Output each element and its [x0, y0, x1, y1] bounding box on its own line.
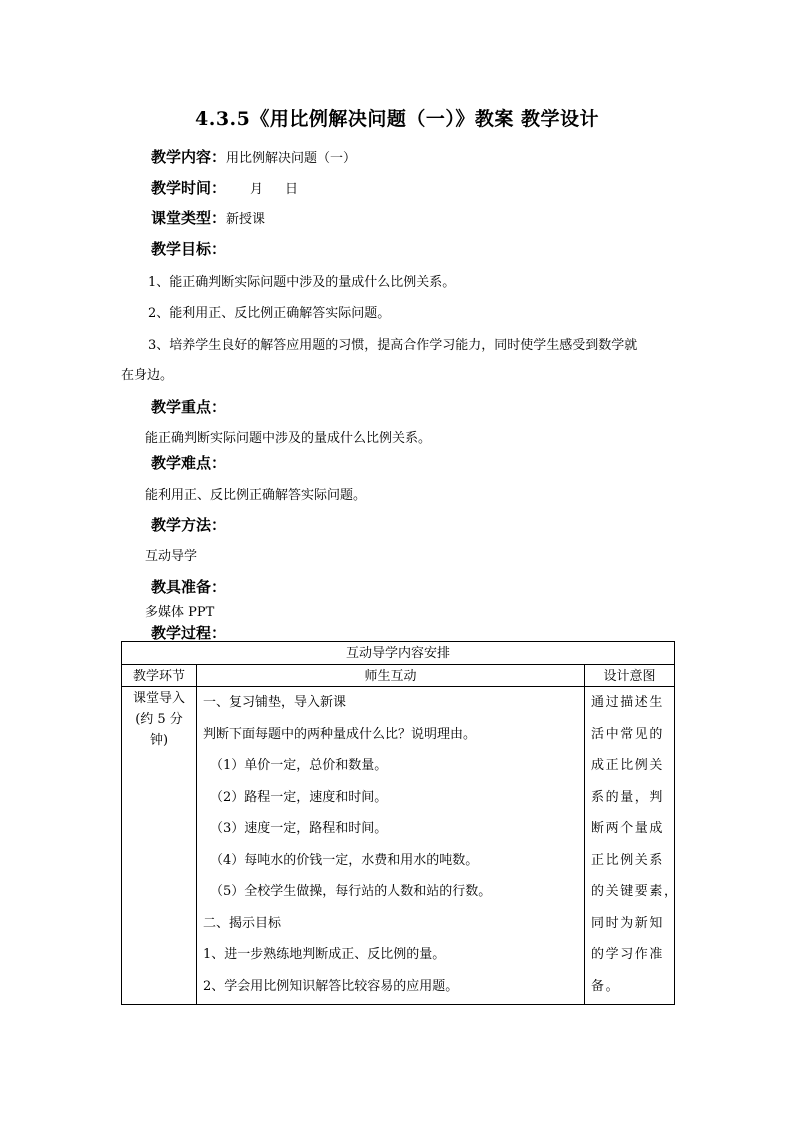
- interaction-line: 一、复习铺垫，导入新课: [203, 695, 347, 710]
- header-stage: 教学环节: [122, 665, 197, 687]
- tools-label: 教具准备：: [151, 578, 227, 596]
- process-table: [121, 641, 679, 1005]
- table-row: [122, 687, 675, 1005]
- intent-line: 备。: [591, 978, 621, 994]
- content-row: [151, 146, 356, 167]
- interaction-line: （1）单价一定，总价和数量。: [210, 758, 388, 773]
- time-day: 日: [285, 182, 299, 197]
- table-header-row: [122, 665, 675, 687]
- intent-line: 正比例关系: [591, 852, 665, 868]
- intent-line: 断两个量成: [591, 821, 665, 836]
- content-value: 用比例解决问题（一）: [226, 151, 357, 166]
- intent-line: 同时为新知: [591, 915, 665, 931]
- intent-line: 通过描述生: [591, 695, 665, 710]
- type-label: 课堂类型：: [151, 209, 227, 227]
- header-interaction: 师生互动: [197, 665, 585, 687]
- intent-line: 成正比例关: [591, 758, 665, 773]
- table-caption: 互动导学内容安排: [122, 642, 675, 665]
- method-value: 互动导学: [145, 549, 198, 564]
- method-label: 教学方法：: [151, 516, 227, 534]
- difficulty-value: 能利用正、反比例正确解答实际问题。: [145, 488, 367, 503]
- goal-3-line-2: 在身边。: [121, 368, 174, 383]
- tools-value: 多媒体 PPT: [145, 605, 215, 620]
- interaction-line: 判断下面每题中的两种量成什么比？说明理由。: [203, 726, 477, 742]
- intent-line: 系的量，判: [591, 789, 665, 805]
- goal-2: 2、能利用正、反比例正确解答实际问题。: [148, 306, 391, 321]
- interaction-cell: [197, 687, 585, 1005]
- interaction-line: （3）速度一定，路程和时间。: [210, 821, 388, 836]
- interaction-line: 2、学会用比例知识解答比较容易的应用题。: [203, 978, 459, 994]
- goals-label: 教学目标：: [151, 240, 227, 258]
- interaction-line: （5）全校学生做操，每行站的人数和站的行数。: [210, 884, 492, 899]
- header-intent: 设计意图: [585, 665, 675, 687]
- goal-1: 1、能正确判断实际问题中涉及的量成什么比例关系。: [148, 275, 456, 290]
- key-point-value: 能正确判断实际问题中涉及的量成什么比例关系。: [145, 431, 432, 446]
- intent-line: 的学习作准: [591, 947, 665, 962]
- content-label: 教学内容：: [151, 148, 227, 166]
- interaction-line: 二、揭示目标: [203, 915, 282, 931]
- time-month: 月: [250, 182, 264, 197]
- interaction-line: （4）每吨水的价钱一定，水费和用水的吨数。: [210, 852, 479, 868]
- stage-cell: [122, 687, 197, 1005]
- key-point-label: 教学重点：: [151, 398, 227, 416]
- table-caption-row: [122, 642, 675, 665]
- type-value: 新授课: [226, 212, 266, 227]
- interaction-line: （2）路程一定，速度和时间。: [210, 789, 388, 805]
- difficulty-label: 教学难点：: [151, 454, 227, 472]
- document-title: 4.3.5《用比例解决问题（一）》教案 教学设计: [194, 108, 599, 130]
- interaction-line: 1、进一步熟练地判断成正、反比例的量。: [203, 947, 446, 962]
- stage-line: (约 5 分: [135, 712, 183, 727]
- intent-line: 的关键要素，: [591, 884, 679, 899]
- goal-3-line-1: 3、培养学生良好的解答应用题的习惯，提高合作学习能力，同时使学生感受到数学就: [148, 338, 638, 353]
- intent-line: 活中常见的: [591, 726, 665, 742]
- type-row: [151, 207, 265, 228]
- process-label: 教学过程：: [151, 624, 227, 642]
- stage-line: 课堂导入: [132, 691, 185, 706]
- time-row: [151, 177, 298, 198]
- stage-line: 钟): [149, 733, 169, 748]
- intent-cell: [585, 687, 679, 1005]
- time-label: 教学时间：: [151, 179, 227, 197]
